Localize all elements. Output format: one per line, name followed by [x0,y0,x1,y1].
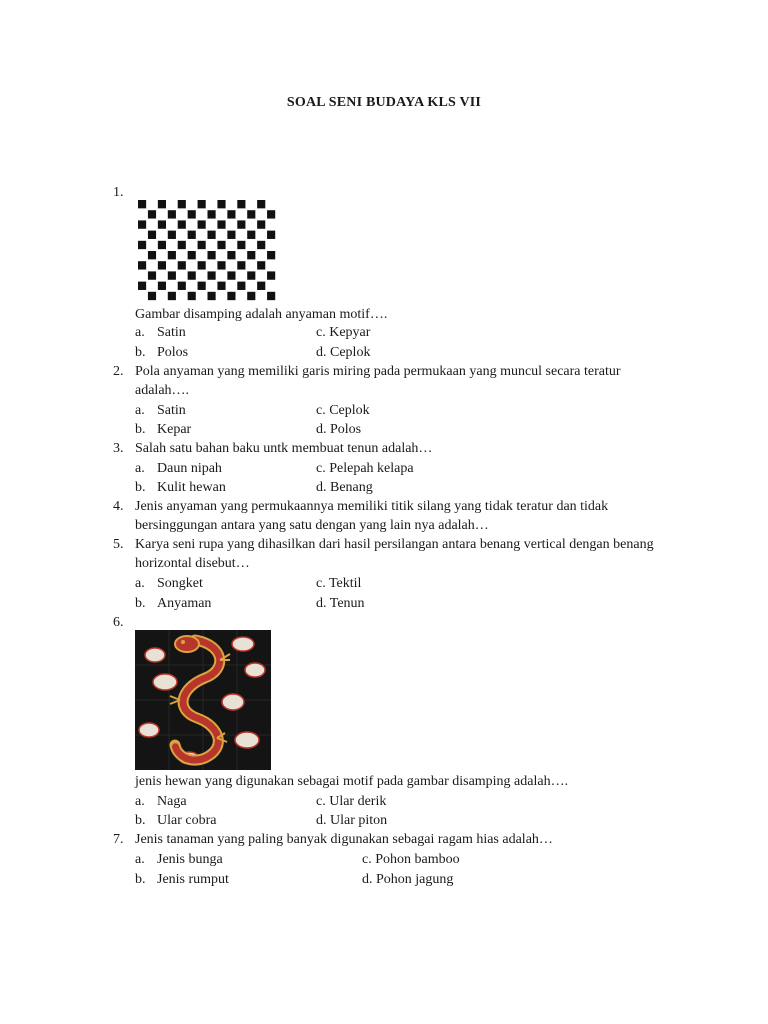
question-text: Salah satu bahan baku untk membuat tenun adalah… [135,441,433,456]
checker-square [138,220,146,228]
checker-square [168,210,176,218]
checker-square [168,231,176,239]
dragon-batik-image [135,630,271,770]
checker-square [158,261,166,269]
checker-square [198,220,206,228]
option-d: d. Polos [316,422,362,437]
checker-square [208,231,216,239]
checker-square [257,220,265,228]
checker-square [247,292,255,300]
checker-weave-image [138,200,277,302]
checker-square [217,261,225,269]
checker-square [148,210,156,218]
option-a: a. Daun nipah [135,461,222,476]
option-d: d. Pohon jagung [362,872,454,887]
checker-square [257,200,265,208]
option-c: c. Pohon bamboo [362,852,460,867]
checker-square [247,231,255,239]
checker-square [158,200,166,208]
checker-square [237,261,245,269]
option-d: d. Tenun [316,596,365,611]
checker-square [227,292,235,300]
checker-square [188,292,196,300]
question-number: 1. [113,185,124,200]
checker-square [237,241,245,249]
checker-square [217,241,225,249]
checker-square [178,282,186,290]
checker-square [168,271,176,279]
option-b: b. Jenis rumput [135,872,229,887]
checker-square [168,251,176,259]
option-a: a. Satin [135,403,186,418]
checker-square [138,241,146,249]
checker-square [267,251,275,259]
checker-square [247,251,255,259]
checker-square [257,282,265,290]
option-a: a. Naga [135,794,187,809]
checker-square [168,292,176,300]
checker-square [208,251,216,259]
checker-square [188,210,196,218]
checker-square [198,241,206,249]
checker-square [148,292,156,300]
checker-square [178,220,186,228]
question-text: Jenis tanaman yang paling banyak digunakan sebagai ragam hias adalah… [135,832,553,847]
checker-square [198,282,206,290]
dragon-motif [135,630,271,770]
option-a: a. Jenis bunga [135,852,223,867]
option-b: b. Kulit hewan [135,480,226,495]
checker-square [198,261,206,269]
checker-square [227,210,235,218]
checker-square [178,200,186,208]
checker-square [158,220,166,228]
checker-square [267,231,275,239]
checker-square [217,220,225,228]
checker-square [227,271,235,279]
checker-square [237,220,245,228]
checker-square [247,210,255,218]
checker-square [158,241,166,249]
option-c: c. Ular derik [316,794,387,809]
checker-square [237,200,245,208]
checker-square [247,271,255,279]
question-1-caption: Gambar disamping adalah anyaman motif…. [135,307,388,322]
option-c: c. Ceplok [316,403,370,418]
question-text: Karya seni rupa yang dihasilkan dari hasil persilangan antara benang vertical dengan benang horizontal disebut… [135,537,654,571]
question-6-caption: jenis hewan yang digunakan sebagai motif pada gambar disamping adalah…. [135,774,569,789]
checker-square [267,210,275,218]
checker-square [188,271,196,279]
option-b: b. Ular cobra [135,813,217,828]
option-c: c. Tektil [316,576,362,591]
checker-square [257,261,265,269]
checker-square [188,231,196,239]
checker-square [138,282,146,290]
checker-square [227,231,235,239]
checker-square [198,200,206,208]
checker-square [188,251,196,259]
checker-pattern [138,200,277,302]
checker-square [178,241,186,249]
checker-square [217,200,225,208]
checker-square [138,200,146,208]
checker-square [148,251,156,259]
option-d: d. Ceplok [316,345,371,360]
option-c: c. Kepyar [316,325,371,340]
checker-square [148,271,156,279]
option-b: b. Kepar [135,422,192,437]
checker-square [257,241,265,249]
question-text: Jenis anyaman yang permukaannya memiliki titik silang yang tidak teratur dan tidak bersinggungan antara yang satu dengan yang lain nya adalah… [135,499,609,533]
checker-square [178,261,186,269]
option-d: d. Benang [316,480,373,495]
checker-square [148,231,156,239]
checker-square [208,271,216,279]
option-b: b. Polos [135,345,189,360]
checker-square [267,271,275,279]
option-c: c. Pelepah kelapa [316,461,414,476]
checker-square [158,282,166,290]
option-d: d. Ular piton [316,813,388,828]
page-title: SOAL SENI BUDAYA KLS VII [286,95,482,110]
option-a: a. Songket [135,576,203,591]
checker-square [208,292,216,300]
checker-square [208,210,216,218]
option-a: a. Satin [135,325,186,340]
checker-square [138,261,146,269]
checker-square [217,282,225,290]
checker-square [227,251,235,259]
checker-square [237,282,245,290]
checker-square [267,292,275,300]
option-b: b. Anyaman [135,596,212,611]
question-text: Pola anyaman yang memiliki garis miring pada permukaan yang muncul secara teratur adalah…. [135,364,621,398]
